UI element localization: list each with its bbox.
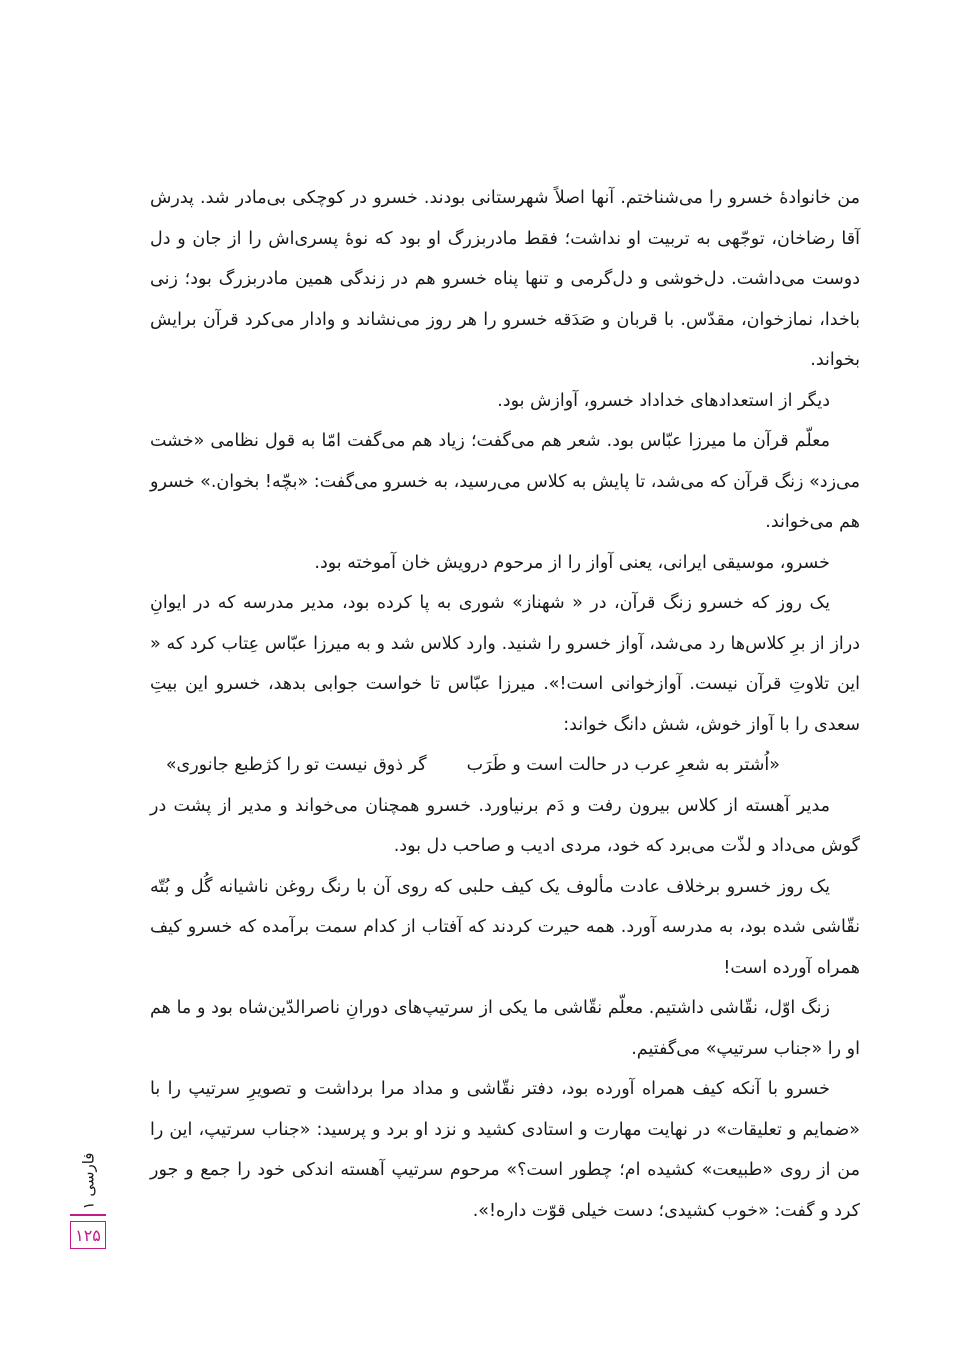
paragraph-8: زنگ اوّل، نقّاشی داشتیم. معلّم نقّاشی ما یکی از سرتیپ‌های دورانِ ناصرالدّین‌شاه بود و ما هم او را «جناب سرتیپ» می‌گفتیم. (150, 998, 860, 1059)
poem-verse (150, 745, 860, 786)
paragraph-6: مدیر آهسته از کلاس بیرون رفت و دَم برنیاورد. خسرو همچنان می‌خواند و مدیر از پشت در گوش می‌داد و لذّت می‌برد که خود، مردی ادیب و صاحب دل بود. (150, 795, 860, 856)
paragraph-7: یک روز خسرو برخلاف عادت مألوف یک کیف حلبی که روی آن با رنگ روغن ناشیانه گُل و بُتّه نقّاشی شده بود، به مدرسه آورد. همه حیرت کردند که آفتاب از کدام سمت برآمده که خسرو کیف همراه آورده است! (150, 876, 860, 978)
page-number: ۱۲۵ (70, 1221, 106, 1249)
paragraph-9: خسرو با آنکه کیف همراه آورده بود، دفتر نقّاشی و مداد مرا برداشت و تصویرِ سرتیپ را با «ضمایم و تعلیقات» در نهایت مهارت و استادی کشید و نزد او برد و پرسید: «جناب سرتیپ، این را من از روی «طبیعت» کشیده ام؛ چطور است؟» مرحوم سرتیپ آهسته اندکی خود را جمع و جور کرد و گفت: «خوب کشیدی؛ دست خیلی قوّت داره!». (150, 1079, 860, 1221)
main-text (150, 178, 860, 1231)
paragraph-2: دیگر از استعدادهای خداداد خسرو، آوازش بود. (497, 390, 830, 411)
poem-hemistich-2: گر ذوق نیست تو را کژطبع جانوری» (165, 755, 427, 775)
book-label-text: فارسی ۱ (79, 1152, 98, 1210)
book-label (70, 1150, 106, 1212)
paragraph-3: معلّم قرآن ما میرزا عبّاس بود. شعر هم می‌گفت؛ زیاد هم می‌گفت امّا به قول نظامی «خشت می‌زد» زنگ قرآن که می‌شد، تا پایش به کلاس می‌رسید، به خسرو می‌گفت: «بچّه! بخوان.» خسرو هم می‌خواند. (150, 431, 860, 532)
paragraph-4: خسرو، موسیقی ایرانی، یعنی آواز را از مرحوم درویش خان آموخته بود. (314, 552, 830, 573)
paragraph-1: من خانوادهٔ خسرو را می‌شناختم. آنها اصلاً شهرستانی بودند. خسرو در کوچکی بی‌مادر شد. پدرش آقا رضاخان، توجّهی به تربیت او نداشت؛ فقط مادربزرگ او بود که نوهٔ پسری‌اش را از جان و دل دوست می‌داشت. دل‌خوشی و دل‌گرمی و تنها پناه خسرو هم در زندگی همین مادربزرگ بود؛ زنی باخدا، نمازخوان، مقدّس. با قربان و صَدَقه خسرو را هر روز می‌نشاند و وادار می‌کرد قرآن برایش بخواند. (150, 188, 860, 370)
footer-divider (70, 1214, 106, 1216)
poem-hemistich-1: «اُشتر به شعرِ عرب در حالت است و طَرَب (466, 755, 780, 775)
paragraph-5: یک روز که خسرو زنگ قرآن، در « شهناز» شوری به پا کرده بود، مدیر مدرسه که در ایوانِ دراز از برِ کلاس‌ها رد می‌شد، آواز خسرو را شنید. وارد کلاس شد و به میرزا عبّاس عِتاب کرد که « این تلاوتِ قرآن نیست. آوازخوانی است!». میرزا عبّاس تا خواست جوابی بدهد، خسرو این بیتِ سعدی را با آواز خوش، شش دانگ خواند: (150, 593, 860, 735)
